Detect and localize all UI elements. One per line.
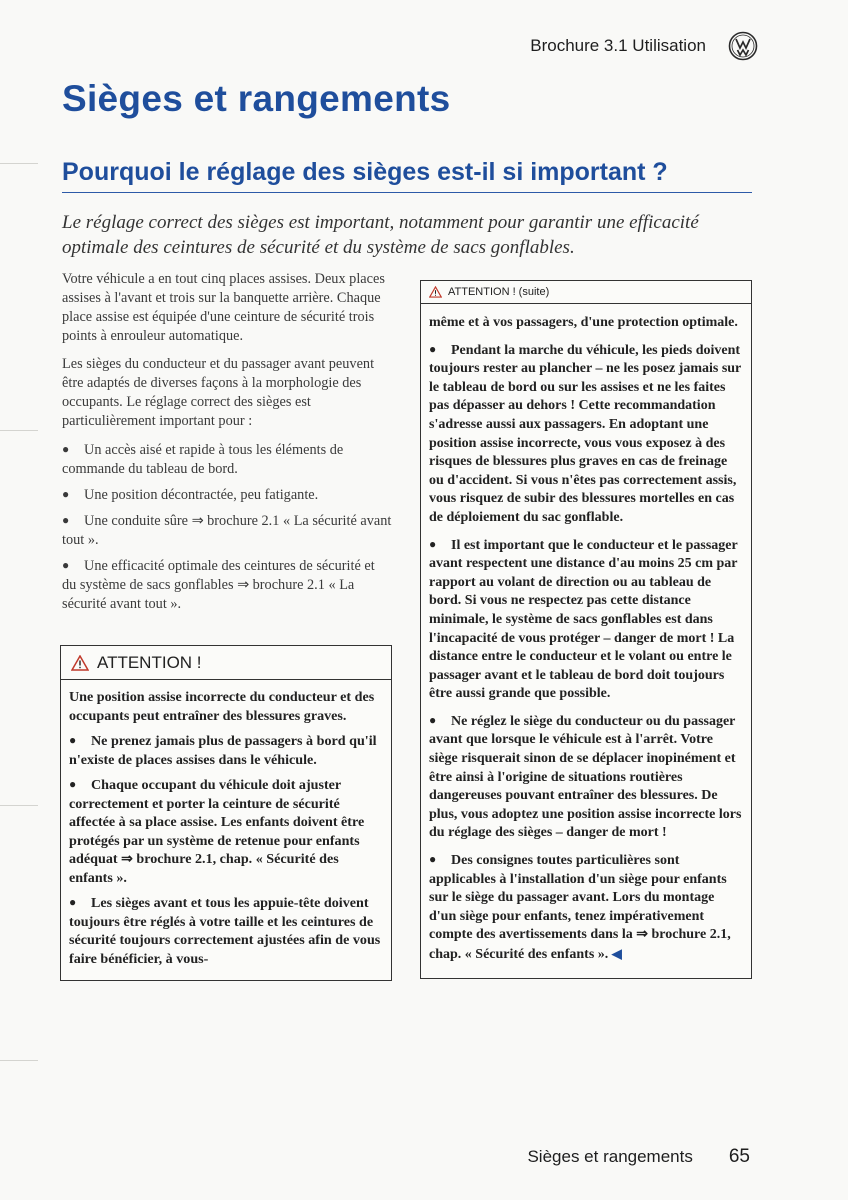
list-item: ● Une conduite sûre ⇒ brochure 2.1 « La sécurité avant tout ». [62, 513, 392, 548]
page-number: 65 [728, 1146, 750, 1167]
list-item: ● Ne prenez jamais plus de passagers à bord qu'il n'existe de places assises dans le véhicule. [69, 733, 377, 768]
end-of-section-icon: ◀ [611, 946, 622, 961]
bullet-icon: ● [62, 442, 70, 456]
bullet-icon: ● [62, 487, 70, 501]
warning-triangle-icon [429, 286, 442, 298]
paragraph: même et à vos passagers, d'une protection optimale. [429, 315, 738, 330]
vw-logo-icon [728, 31, 758, 61]
margin-mark [0, 805, 38, 806]
footer-section: Sièges et rangements [527, 1147, 693, 1166]
warning-header [61, 646, 391, 680]
running-footer [527, 1146, 750, 1168]
paragraph: Une position assise incorrecte du conducteur et des occupants peut entraîner des blessures graves. [69, 689, 375, 724]
bullet-icon: ● [62, 513, 70, 527]
list-item: ● Un accès aisé et rapide à tous les éléments de commande du tableau de bord. [62, 442, 344, 477]
list-item: ● Il est important que le conducteur et le passager avant respectent une distance d'au moins 25 cm par rapport au volant de direction ou au tableau de bord. Si vous ne respectez pas cette distance minimale, le système de sacs gonflables est dans l'incapacité de vous protéger – danger de mort ! La distance entre le conducteur et le volant ou entre le passager avant et le tableau de bord doit toujours être aussi grande que possible. [429, 536, 738, 702]
warning-triangle-icon [71, 655, 89, 671]
margin-mark [0, 163, 38, 164]
margin-mark [0, 1060, 38, 1061]
paragraph: Votre véhicule a en tout cinq places assises. Deux places assises à l'avant et trois sur la banquette arrière. Chaque place assise est équipée d'une ceinture de sécurité trois points à enrouleur automatique. [62, 271, 385, 344]
list-item: ● Pendant la marche du véhicule, les pieds doivent toujours rester au plancher – ne les posez jamais sur le tableau de bord ou sur les assises et ne les faites pas dépasser au dehors ! Cette recommandation s'adresse aussi aux passagers. En adoptant une position assise incorrecte, vous vous exposez à des risques de blessures plus graves en cas de freinage ou d'accident. Si vous n'êtes pas correctement assis, vous risquez de subir des blessures mortelles en cas de déploiement du sac gonflable. [429, 341, 742, 525]
bullet-icon: ● [429, 852, 437, 867]
list-item: ● Les sièges avant et tous les appuie-tête doivent toujours être réglés à votre taille et les ceintures de sécurité toujours correctement ajustées afin de vous faire bénéficier, à vous- [69, 895, 381, 967]
intro-paragraph: Le réglage correct des sièges est important, notamment pour garantir une efficacité optimale des ceintures de sécurité et du système de sacs gonflables. [62, 212, 699, 258]
warning-title: ATTENTION ! (suite) [448, 286, 550, 298]
list-item: ● Une efficacité optimale des ceintures de sécurité et du système de sacs gonflables ⇒ brochure 2.1 « La sécurité avant tout ». [62, 558, 375, 612]
running-header [530, 30, 758, 62]
bullet-icon: ● [429, 712, 437, 727]
list-item: ● Des consignes toutes particulières sont applicables à l'installation d'un siège pour enfants sur le siège du passager avant. Lors du montage d'un siège pour enfants, tenez impérativement compte des avertissements dans la ⇒ brochure 2.1, chap. « Sécurité des enfants ». ◀ [429, 852, 731, 962]
warning-box-continued [420, 280, 752, 979]
list-item: ● Une position décontractée, peu fatigante. [62, 487, 319, 503]
warning-body [61, 680, 391, 980]
header-section: Brochure 3.1 Utilisation [530, 36, 706, 55]
bullet-icon: ● [69, 733, 77, 747]
left-column [62, 270, 392, 620]
bullet-icon: ● [69, 895, 77, 909]
bullet-icon: ● [429, 341, 437, 356]
warning-header [421, 281, 751, 304]
bullet-icon: ● [69, 777, 77, 791]
section-heading: Pourquoi le réglage des sièges est-il si important ? [62, 158, 752, 193]
page-title: Sièges et rangements [62, 78, 451, 119]
warning-body [421, 304, 751, 978]
warning-box [60, 645, 392, 981]
margin-mark [0, 430, 38, 431]
list-item: ● Ne réglez le siège du conducteur ou du passager avant que lorsque le véhicule est à l'arrêt. Votre siège risquerait sinon de se déplacer inopinément et être ainsi à l'origine de situations routières dangereuses pouvant entraîner des blessures. De plus, vous adoptez une position assise incorrecte lors du réglage des sièges – danger de mort ! [429, 712, 742, 841]
bullet-icon: ● [429, 536, 437, 551]
list-item: ● Chaque occupant du véhicule doit ajuster correctement et porter la ceinture de sécurité affectée à sa place assise. Les enfants doivent être protégés par un système de retenue pour enfants adéquat ⇒ brochure 2.1, chap. « Sécurité des enfants ». [69, 777, 365, 886]
paragraph: Les sièges du conducteur et du passager avant peuvent être adaptés de diverses façons à la morphologie des occupants. Le réglage correct des sièges est particulièrement important pour : [62, 356, 375, 429]
bullet-icon: ● [62, 558, 70, 572]
warning-title: ATTENTION ! [97, 653, 202, 672]
